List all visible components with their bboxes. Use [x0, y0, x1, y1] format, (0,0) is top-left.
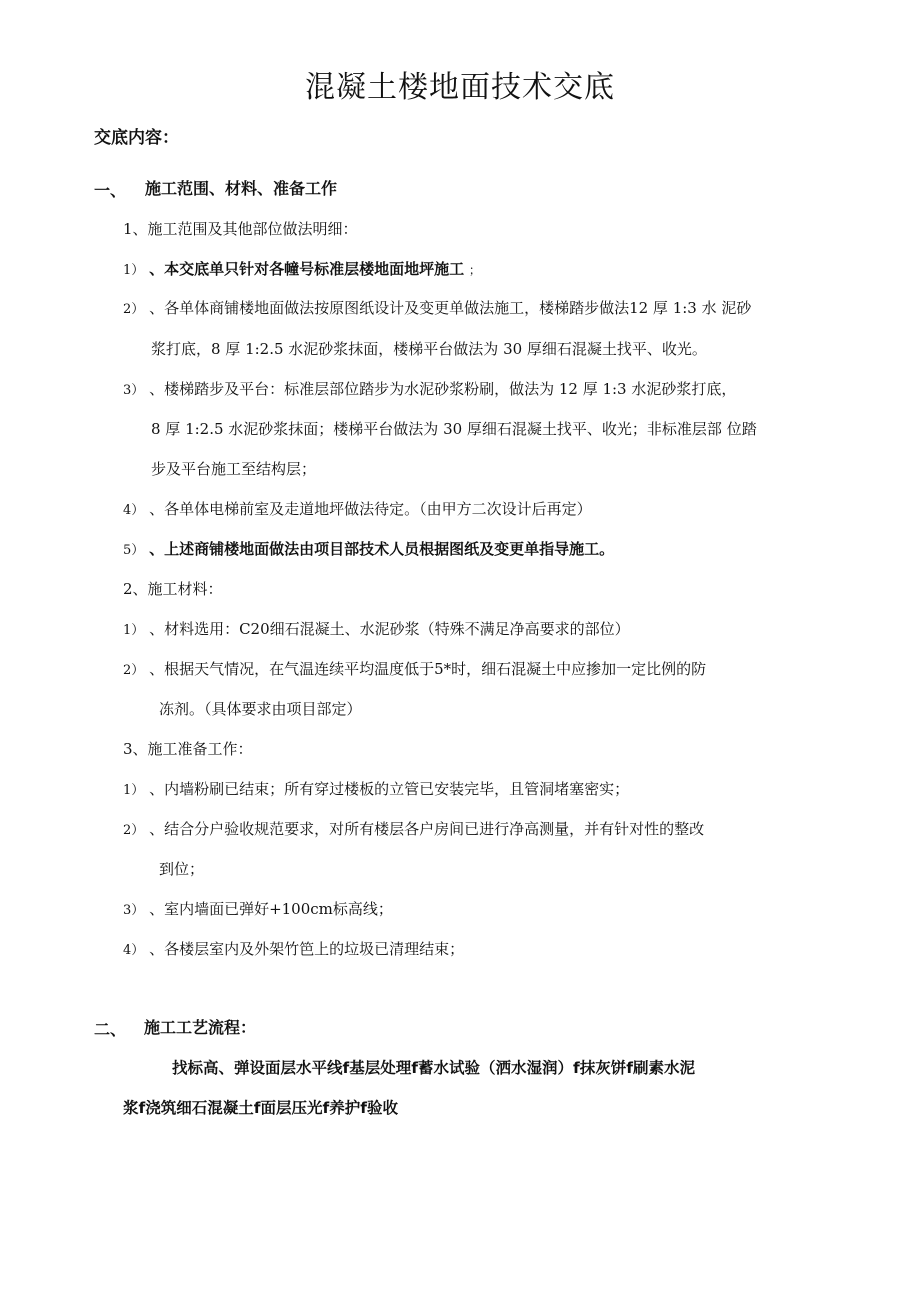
item-tail: ；	[468, 263, 481, 277]
list-item	[123, 538, 614, 562]
list-item	[123, 658, 706, 682]
list-item	[123, 498, 592, 522]
item-text: 、上述商铺楼地面做法由项目部技术人员根据图纸及变更单指导施工。	[149, 540, 615, 558]
item-number: 1）	[123, 783, 145, 798]
item-number: 2）	[123, 663, 145, 678]
item-text-continued: 步及平台施工至结构层；	[151, 460, 317, 478]
list-item	[123, 938, 464, 962]
item-text: 、各单体电梯前室及走道地坪做法待定。（由甲方二次设计后再定）	[149, 500, 592, 518]
item-number: 2）	[123, 302, 145, 317]
list-item	[123, 258, 481, 282]
list-item	[123, 818, 704, 842]
section1-number: 一、	[94, 181, 127, 200]
item-text: 、根据天气情况，在气温连续平均温度低于5*时，细石混凝土中应掺加一定比例的防	[149, 660, 707, 678]
item-number: 1）	[123, 623, 145, 638]
item-text-continued: 到位；	[159, 860, 205, 878]
section2-number: 二、	[94, 1020, 127, 1039]
item-number: 4）	[123, 503, 145, 518]
sub2-label: 2、施工材料：	[123, 580, 223, 598]
item-number: 5）	[123, 543, 145, 558]
item-text-continued: 8 厚 1:2.5 水泥砂浆抹面；楼梯平台做法为 30 厚细石混凝土找平、收光；非标准层部 位踏	[151, 420, 757, 438]
item-number: 2）	[123, 823, 145, 838]
item-text-continued: 浆打底，8 厚 1:2.5 水泥砂浆抹面，楼梯平台做法为 30 厚细石混凝土找平、收光。	[151, 340, 707, 358]
intro-label: 交底内容：	[94, 128, 179, 148]
list-item	[123, 898, 393, 922]
item-number: 4）	[123, 943, 145, 958]
process-flow-line2: 浆f浇筑细石混凝土f面层压光f养护f验收	[123, 1099, 398, 1117]
section2-heading: 施工工艺流程：	[144, 1018, 257, 1037]
list-item	[123, 378, 736, 402]
list-item	[123, 618, 630, 642]
item-text: 、各楼层室内及外架竹笆上的垃圾已清理结束；	[149, 940, 465, 958]
page-title: 混凝土楼地面技术交底	[305, 70, 615, 105]
item-text: 、楼梯踏步及平台：标准层部位踏步为水泥砂浆粉刷，做法为 12 厚 1:3 水泥砂浆打底，	[149, 380, 737, 398]
item-text: 、内墙粉刷已结束；所有穿过楼板的立管已安装完毕，且管洞堵塞密实；	[149, 780, 630, 798]
list-item	[123, 778, 629, 802]
item-text: 、结合分户验收规范要求，对所有楼层各户房间已进行净高测量，并有针对性的整改	[149, 820, 705, 838]
item-text: 、各单体商铺楼地面做法按原图纸设计及变更单做法施工，楼梯踏步做法12 厚 1:3 水 泥砂	[149, 299, 752, 317]
item-number: 3）	[123, 903, 145, 918]
process-flow-line1: 找标高、弹设面层水平线f基层处理f蓄水试验（洒水湿润）f抹灰饼f刷素水泥	[172, 1059, 695, 1077]
list-item	[123, 297, 751, 321]
item-text: 、本交底单只针对各幢号标准层楼地面地坪施工	[149, 260, 465, 278]
sub1-label: 1、施工范围及其他部位做法明细：	[123, 220, 358, 238]
item-number: 3）	[123, 383, 145, 398]
item-number: 1）	[123, 263, 145, 278]
item-text: 、材料选用：C20细石混凝土、水泥砂浆（特殊不满足净高要求的部位）	[149, 620, 630, 638]
item-text: 、室内墙面已弹好+100cm标高线；	[149, 900, 393, 918]
section1-heading: 施工范围、材料、准备工作	[145, 179, 338, 198]
item-text-continued: 冻剂。（具体要求由项目部定）	[159, 700, 362, 718]
sub3-label: 3、施工准备工作：	[123, 740, 253, 758]
